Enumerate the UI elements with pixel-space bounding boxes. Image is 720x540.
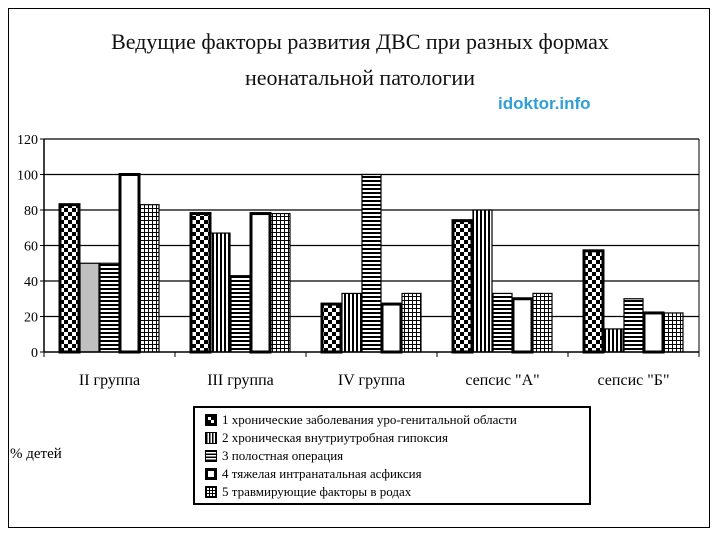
bar-series-1 xyxy=(322,304,341,352)
chart-title-line-1: Ведущие факторы развития ДВС при разных формах xyxy=(111,29,609,54)
bar-series-3 xyxy=(231,276,250,352)
bar-series-5 xyxy=(271,214,290,352)
legend-swatch-5 xyxy=(205,486,217,498)
y-tick-label: 0 xyxy=(31,346,38,361)
bar-series-4 xyxy=(513,299,532,352)
legend-label-1: 1 хронические заболевания уро-генитальной области xyxy=(222,411,517,427)
x-tick-labels xyxy=(79,372,670,389)
legend-item-3 xyxy=(205,447,343,464)
x-tick-label: II группа xyxy=(78,372,141,389)
bars xyxy=(60,175,683,353)
legend-item-4 xyxy=(205,465,422,482)
x-tick-label: III группа xyxy=(207,372,274,389)
bar-series-5 xyxy=(402,293,421,352)
bar-series-5 xyxy=(664,313,683,352)
bar-series-3 xyxy=(100,263,119,352)
x-tick-label: сепсис "Б" xyxy=(597,372,670,389)
legend-label-4: 4 тяжелая интранатальная асфиксия xyxy=(222,465,422,481)
chart-title-line-2: неонатальной патологии xyxy=(245,65,475,90)
y-tick-label: 40 xyxy=(24,275,38,290)
bar-series-4 xyxy=(251,214,270,352)
x-tick-label: сепсис "А" xyxy=(465,372,540,389)
y-axis-label: % детей xyxy=(10,446,62,462)
bar-series-1 xyxy=(453,221,472,352)
bar-series-2 xyxy=(473,210,492,352)
y-tick-labels xyxy=(17,133,38,361)
legend-swatch-1 xyxy=(205,414,217,426)
y-tick-label: 100 xyxy=(17,168,38,184)
legend-item-1 xyxy=(205,411,517,428)
legend-item-2 xyxy=(205,429,448,446)
bar-series-4 xyxy=(644,313,663,352)
legend-swatch-3 xyxy=(205,450,217,462)
bar-series-2 xyxy=(211,233,230,352)
y-tick-label: 120 xyxy=(17,133,38,148)
bar-series-3 xyxy=(362,175,381,353)
legend xyxy=(193,406,591,505)
legend-swatch-2 xyxy=(205,432,217,444)
legend-label-5: 5 травмирующие факторы в родах xyxy=(222,483,412,499)
legend-swatch-4 xyxy=(205,468,217,480)
legend-label-3: 3 полостная операция xyxy=(222,447,344,463)
bar-series-2 xyxy=(604,329,623,352)
y-tick-label: 80 xyxy=(24,204,38,219)
x-tick-label: IV группа xyxy=(337,372,406,389)
watermark: idoktor.info xyxy=(498,94,591,113)
bar-series-2 xyxy=(80,263,99,352)
bar-series-5 xyxy=(140,205,159,352)
bar-series-2 xyxy=(342,293,361,352)
bar-series-1 xyxy=(584,251,603,352)
bar-series-1 xyxy=(191,214,210,352)
bar-series-5 xyxy=(533,293,552,352)
bar-series-1 xyxy=(60,205,79,352)
bar-series-4 xyxy=(120,175,139,353)
bar-series-3 xyxy=(624,299,643,352)
y-tick-label: 60 xyxy=(24,239,38,255)
bar-series-3 xyxy=(493,293,512,352)
legend-label-2: 2 хроническая внутриутробная гипоксия xyxy=(222,429,448,445)
bar-series-4 xyxy=(382,304,401,352)
legend-item-5 xyxy=(205,483,411,500)
y-tick-label: 20 xyxy=(24,310,38,326)
